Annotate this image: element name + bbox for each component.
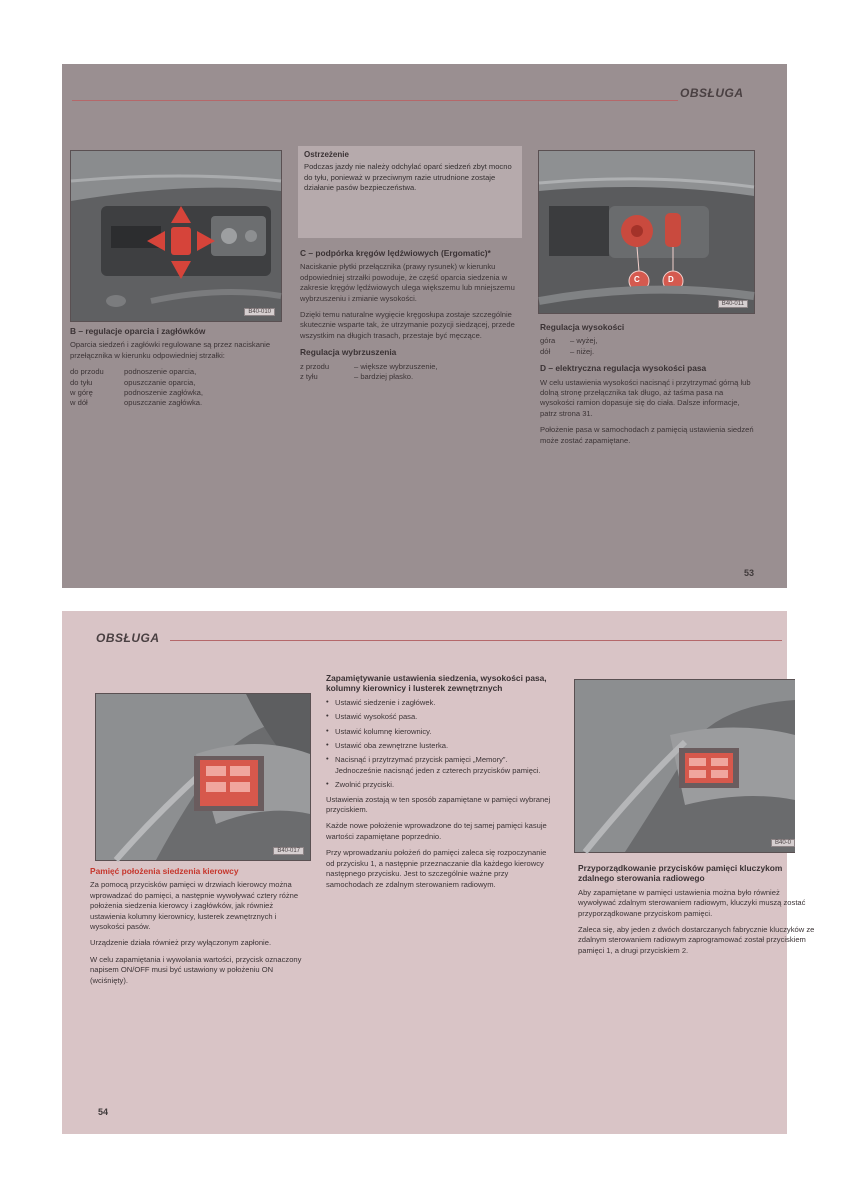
adjust-row: do przodu podnoszenie oparcia, — [70, 367, 197, 377]
label-d: D — [668, 275, 674, 284]
paragraph: Każde nowe położenie wprowadzone do tej samej pamięci kasuje wartości zapamiętane poprzednio. — [326, 821, 547, 841]
adjust-row: w dół opuszczanie zagłówka. — [70, 398, 203, 408]
photo-code: B40-011 — [718, 300, 748, 308]
photo-code: B40-010 — [244, 308, 275, 316]
adjust-row: góra – wyżej, — [540, 336, 598, 346]
paragraph: Naciskanie płytki przełącznika (prawy rysunek) w kierunku odpowiedniej strzałki powoduje, że część oparcia siedzenia w zakresie kręgów lędźwiowych ulega większemu lub mniejszemu wybrzuszeniu i zmianie wysokości. — [300, 262, 515, 303]
photo-code: B40-0 — [771, 839, 795, 847]
section-heading: B – regulacje oparcia i zagłówków — [70, 326, 206, 336]
sub-heading: Regulacja wybrzuszenia — [300, 347, 397, 358]
adjust-row: do tyłu opuszczanie oparcia, — [70, 377, 196, 387]
warning-title: Ostrzeżenie — [304, 150, 349, 159]
section-heading: Przyporządkowanie przycisków pamięci kluczykom zdalnego sterowania radiowego — [578, 863, 783, 884]
section-heading: Zapamiętywanie ustawienia siedzenia, wysokości pasa, kolumny kierownicy i lusterek zewnętrznych — [326, 673, 547, 694]
section-heading: C – podpórka kręgów lędźwiowych (Ergomatic)* — [300, 248, 491, 258]
adjust-row: z przodu – większe wybrzuszenie, — [300, 361, 438, 371]
adjust-row: dół – niżej. — [540, 346, 595, 356]
paragraph: Aby zapamiętane w pamięci ustawienia można było również wywoływać zdalnym sterowaniem radiowym, kluczyki muszą zostać przyporządkowane przyciskom pamięci. — [578, 887, 806, 918]
paragraph: Zaleca się, aby jeden z dwóch dostarczanych fabrycznie kluczyków ze zdalnym sterowaniem radiowym zaprogramować został przyciskiem pamięci 1, a drugi przyciskiem 2. — [578, 925, 815, 955]
intro-text: Oparcia siedzeń i zagłówki regulowane są przez naciskanie przełącznika w kierunku odpowiedniej strzałki: — [70, 340, 271, 360]
manual-page-54 — [62, 611, 815, 1134]
page-number: 53 — [744, 568, 755, 578]
paragraph: Położenie pasa w samochodach z pamięcią ustawienia siedzeń może zostać zapamiętane. — [540, 425, 754, 445]
paragraph: Ustawienia zostają w ten sposób zapamiętane w pamięci wybranej przyciskiem. — [326, 794, 551, 815]
middle-column — [326, 673, 556, 896]
paragraph: Urządzenie działa również przy wyłączonym zapłonie. — [90, 938, 272, 948]
paragraph: Przy wprowadzaniu położeń do pamięci zaleca się rozpoczynanie od przycisku 1, a następnie przeznaczanie dla każdego kierowcy następnego przycisku. Jest to szczególnie ważne przy samochodach ze zdalnym sterowaniem radiowym. — [326, 848, 547, 889]
lumbar-switch-photo — [538, 150, 755, 314]
list-item: • Nacisnąć i przytrzymać przycisk pamięci „Memory”. Jednocześnie nacisnąć jeden z czterech przycisków pamięci. — [326, 755, 556, 776]
list-item: • Zwolnić przyciski. — [326, 780, 556, 790]
header-rule — [72, 100, 678, 101]
label-c: C — [634, 275, 640, 284]
right-column — [578, 863, 815, 962]
adjust-row: z tyłu – bardziej płasko. — [300, 372, 414, 382]
paragraph: W celu ustawienia wysokości nacisnąć i przytrzymać górną lub dolną stronę przełącznika tak długo, aż taśma pasa na wysokości ramion dopasuje się do ciała. Dalsze informacje, patrz strona 31. — [540, 377, 751, 418]
steps-list — [326, 698, 556, 791]
paragraph: Za pomocą przycisków pamięci w drzwiach kierowcy można wprowadzać do pamięci, a następnie wywoływać cztery różne położenia siedzenia kierowcy i zagłówków, jak również ustawienia kolumny kierownicy, lusterek zewnętrznych i wysokości pasów. — [90, 880, 299, 932]
warning-box — [298, 146, 522, 238]
list-item: • Ustawić siedzenie i zagłówek. — [326, 698, 556, 708]
section-heading: Pamięć położenia siedzenia kierowcy — [90, 866, 239, 876]
left-column — [90, 866, 308, 992]
middle-column — [300, 248, 522, 382]
right-column — [540, 322, 756, 452]
door-memory-photo-2 — [574, 679, 795, 853]
paragraph: W celu zapamiętania i wywołania wartości, przycisk oznaczony napisem ON/OFF musi być ustawiony w położeniu ON (wciśnięty). — [90, 954, 302, 985]
section-heading: Regulacja wysokości — [540, 322, 625, 332]
door-memory-photo — [95, 693, 311, 861]
page-header-title: OBSŁUGA — [680, 86, 744, 100]
list-item: • Ustawić kolumnę kierownicy. — [326, 727, 556, 737]
page-header-title: OBSŁUGA — [96, 631, 160, 645]
left-column — [70, 326, 282, 409]
warning-text: Podczas jazdy nie należy odchylać oparć siedzeń zbyt mocno do tyłu, ponieważ w przeciwnym razie utrudnione zostaje działanie pasów bezpieczeństwa. — [304, 162, 512, 193]
page-number: 54 — [98, 1107, 109, 1117]
list-item: • Ustawić oba zewnętrzne lusterka. — [326, 741, 556, 751]
list-item: • Ustawić wysokość pasa. — [326, 712, 556, 722]
adjust-row: w górę podnoszenie zagłówka, — [70, 388, 203, 398]
paragraph: Dzięki temu naturalne wygięcie kręgosłupa zostaje szczególnie skutecznie wsparte tak, że utrzymanie pozycji siedzącej, przede wszystkim na długich trasach, przestaje być męczące. — [300, 310, 515, 340]
manual-page-53 — [62, 64, 787, 588]
seat-switch-photo — [70, 150, 282, 322]
header-rule — [170, 640, 782, 641]
section-heading: D – elektryczna regulacja wysokości pasa — [540, 363, 707, 374]
photo-code: B40-017 — [273, 847, 304, 855]
